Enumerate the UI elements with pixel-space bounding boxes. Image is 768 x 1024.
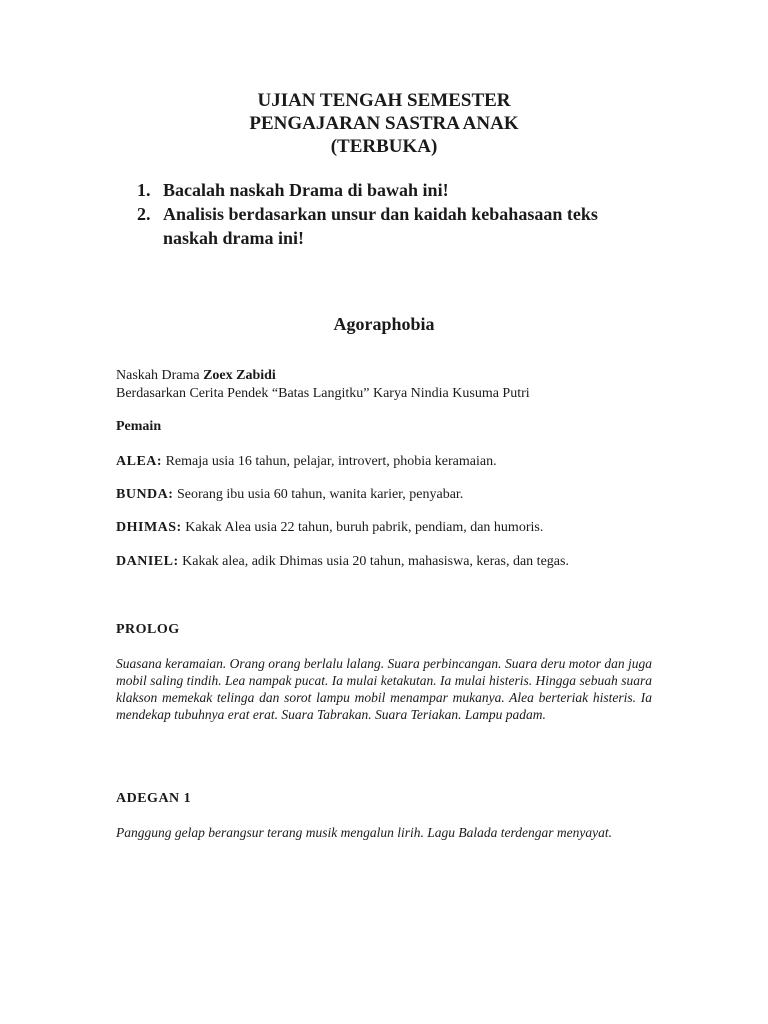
cast-desc: Seorang ibu usia 60 tahun, wanita karier, penyabar.: [173, 487, 464, 502]
author-name: Zoex Zabidi: [203, 368, 276, 383]
cast-desc: Remaja usia 16 tahun, pelajar, introvert, phobia keramaian.: [162, 454, 497, 469]
instruction-list: [137, 178, 657, 250]
cast-heading: Pemain: [116, 419, 162, 434]
adegan-text: Panggung gelap berangsur terang musik mengalun lirih. Lagu Balada terdengar menyayat.: [116, 825, 612, 840]
cast-member-dhimas: [116, 519, 543, 537]
instruction-item: [137, 178, 657, 202]
instruction-number: 1.: [137, 180, 151, 200]
prolog-heading: PROLOG: [116, 622, 180, 637]
instruction-text: Bacalah naskah Drama di bawah ini!: [163, 180, 449, 200]
credit-author-line: [116, 367, 276, 385]
credit-source: Berdasarkan Cerita Pendek “Batas Langitku” Karya Nindia Kusuma Putri: [116, 386, 530, 401]
instruction-item: [137, 202, 657, 250]
exam-type: (TERBUKA): [330, 136, 438, 157]
play-title: Agoraphobia: [333, 314, 435, 334]
instruction-text: Analisis berdasarkan unsur dan kaidah kebahasaan teks naskah drama ini!: [163, 204, 598, 248]
cast-desc: Kakak alea, adik Dhimas usia 20 tahun, mahasiswa, keras, dan tegas.: [178, 554, 569, 569]
adegan-heading: ADEGAN 1: [116, 791, 192, 806]
cast-name: DHIMAS:: [116, 520, 182, 535]
cast-name: ALEA:: [116, 454, 163, 469]
cast-desc: Kakak Alea usia 22 tahun, buruh pabrik, pendiam, dan humoris.: [181, 520, 544, 535]
cast-name: DANIEL:: [116, 554, 179, 569]
cast-member-daniel: [116, 553, 569, 571]
exam-title: UJIAN TENGAH SEMESTER: [257, 90, 511, 111]
cast-member-bunda: [116, 486, 463, 504]
prolog-text: Suasana keramaian. Orang orang berlalu lalang. Suara perbincangan. Suara deru motor dan juga mobil saling tindih. Lea nampak pucat. Ia mulai ketakutan. Ia mulai histeris. Hingga sebuah suara klakson memekak telinga dan sorot lampu mobil menampar mukanya. Alea berteriak histeris. Ia mendekap tubuhnya erat erat. Suara Tabrakan. Suara Teriakan. Lampu padam.: [116, 656, 652, 722]
cast-member-alea: [116, 453, 497, 471]
credit-prefix: Naskah Drama: [116, 368, 204, 383]
course-title: PENGAJARAN SASTRA ANAK: [249, 113, 519, 134]
cast-name: BUNDA:: [116, 487, 174, 502]
instruction-number: 2.: [137, 204, 151, 224]
